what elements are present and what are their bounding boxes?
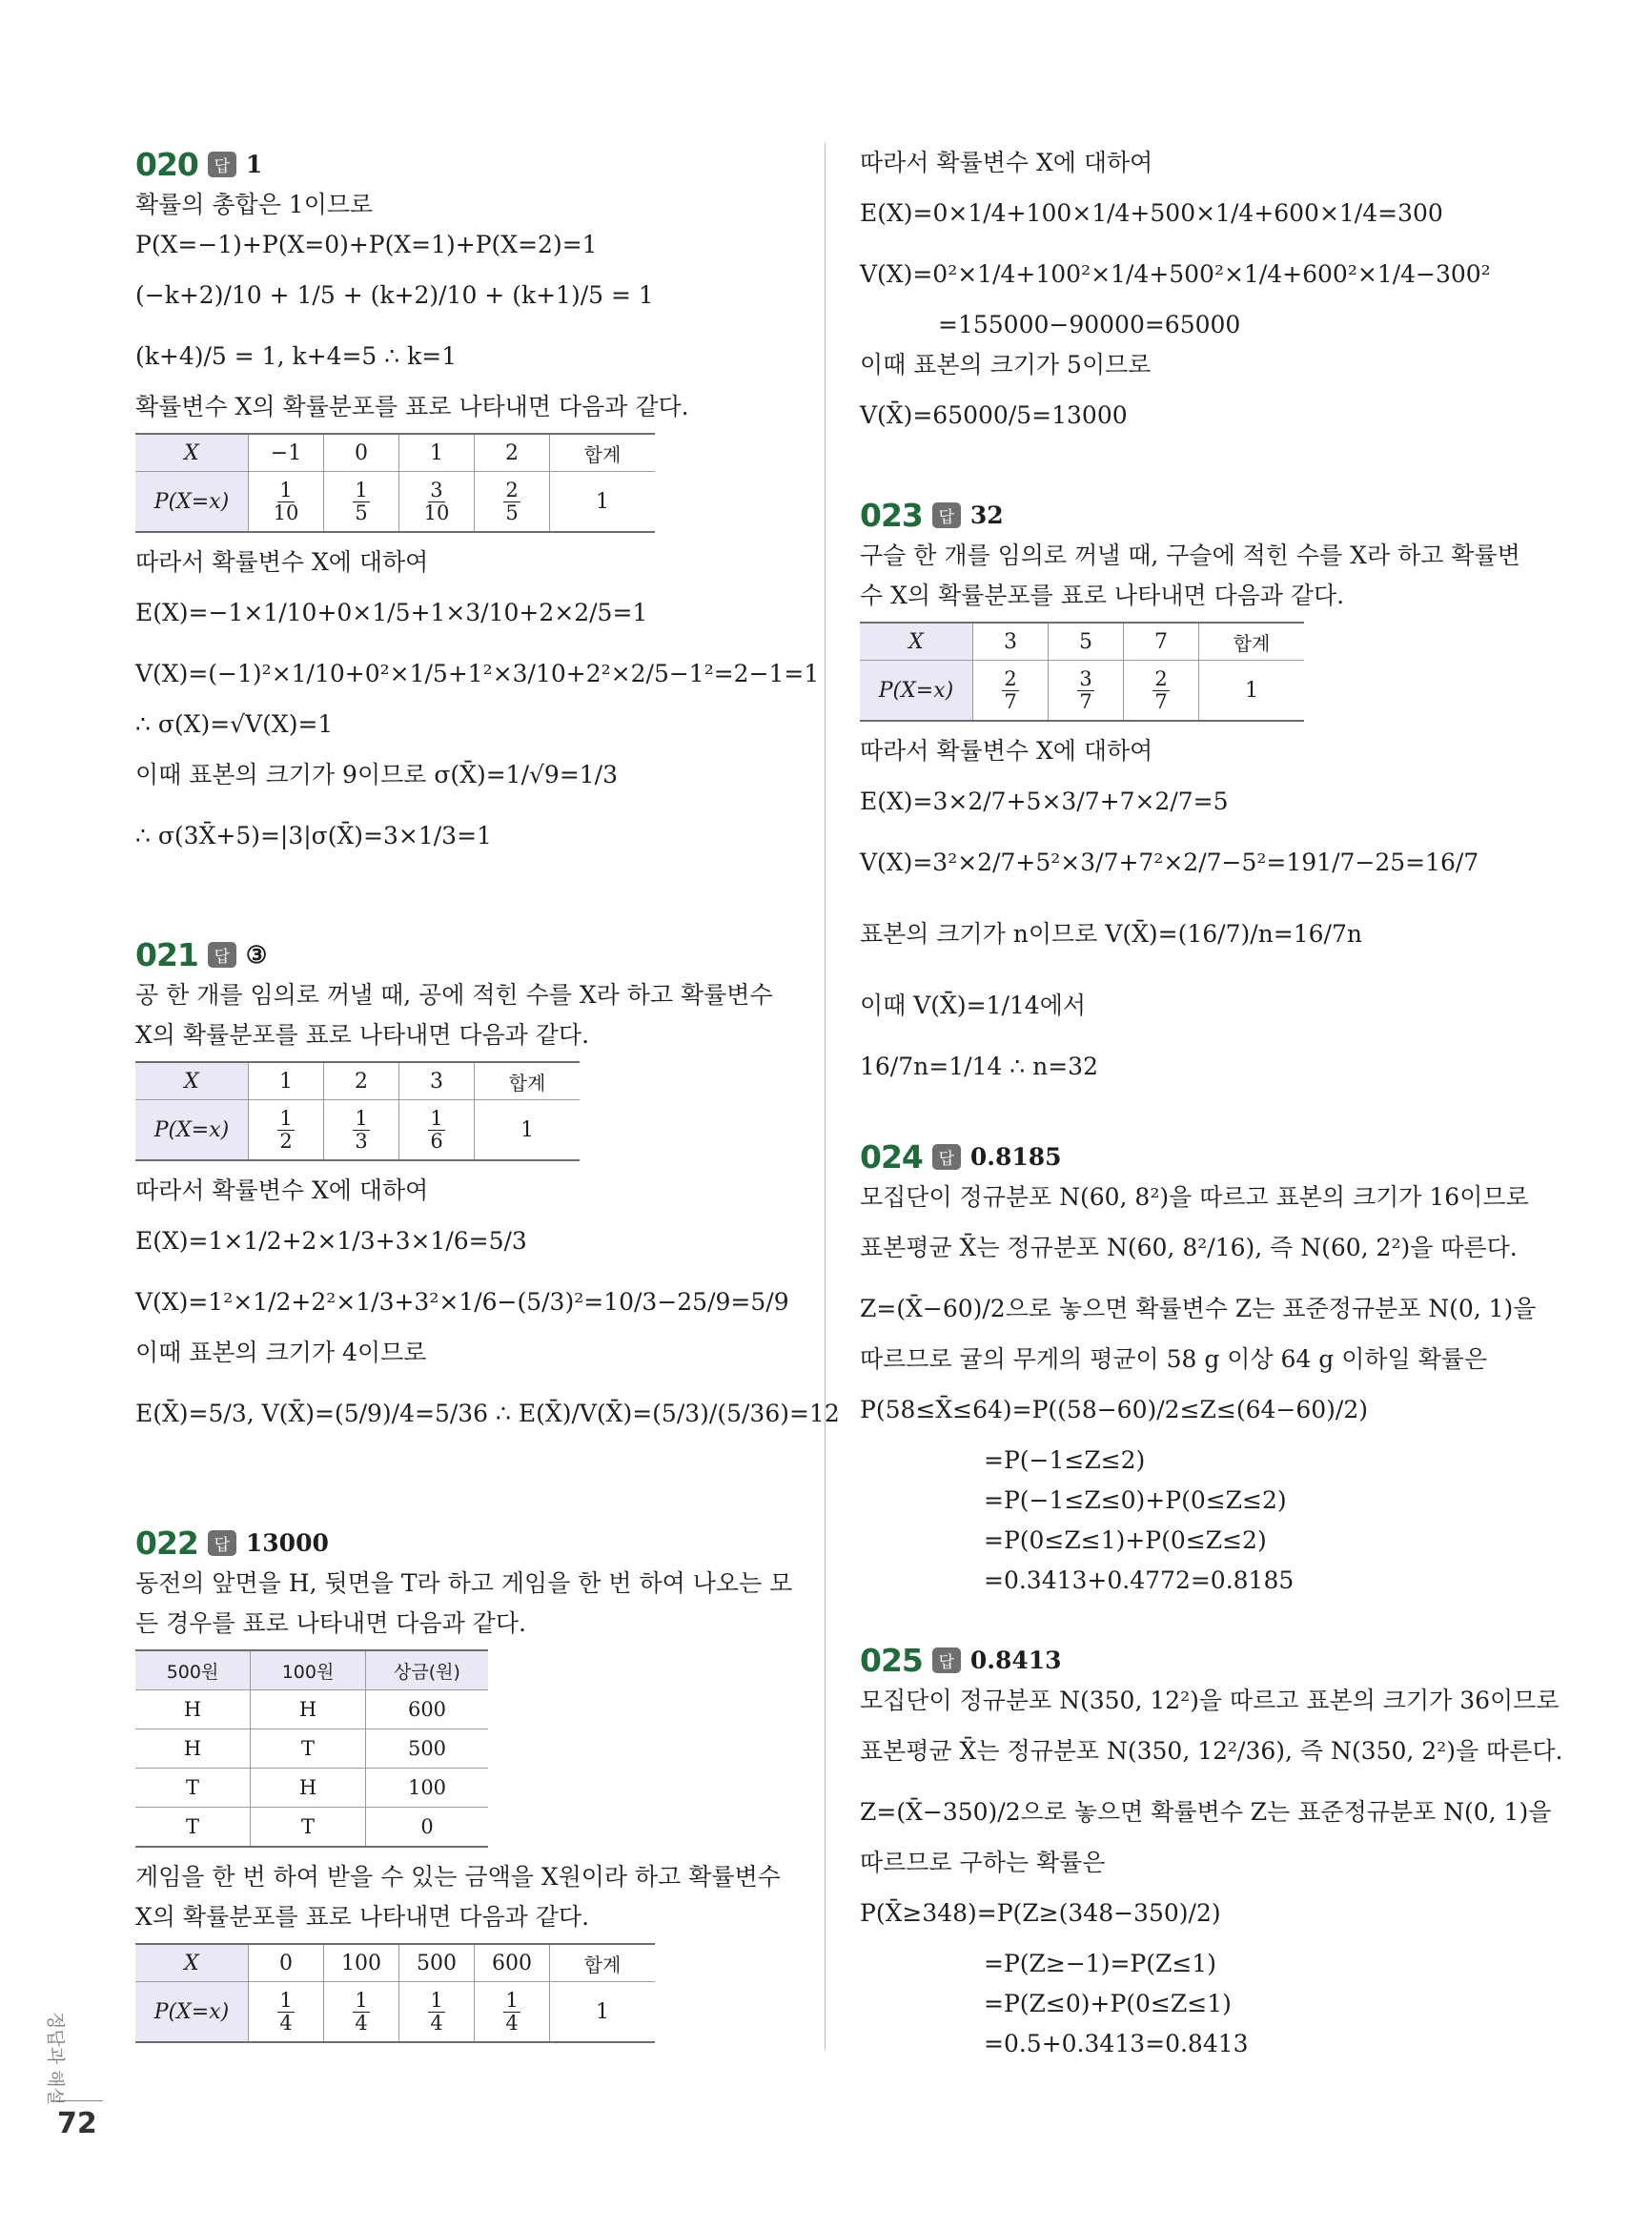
table-row <box>135 1729 488 1769</box>
equation-line: 표본의 크기가 n이므로 V(X̄)=(16/7)/n=16/7n <box>860 920 1362 948</box>
equation-line: 이때 표본의 크기가 9이므로 σ(X̄)=1/√9=1/3 <box>135 761 619 788</box>
fraction: $\frac{1}{3}$ <box>355 1107 368 1153</box>
text-line: 게임을 한 번 하여 받을 수 있는 금액을 X원이라 하고 확률변수 <box>135 1863 781 1891</box>
table-cell: 1 <box>1199 661 1305 722</box>
text-line: 구슬 한 개를 임의로 꺼낼 때, 구슬에 적힌 수를 X라 하고 확률변 <box>860 542 1520 569</box>
equation-line: E(X)=1×1/2+2×1/3+3×1/6=5/3 <box>135 1227 527 1255</box>
answer-badge: 답 <box>208 152 236 177</box>
text-line: 따라서 확률변수 X에 대하여 <box>860 737 1153 765</box>
text-line: Z=(X̄−60)/2으로 놓으면 확률변수 Z는 표준정규분포 N(0, 1)을 <box>860 1295 1537 1322</box>
equation-line: V(X)=0²×1/4+100²×1/4+500²×1/4+600²×1/4−300² <box>860 260 1491 288</box>
table-cell: 600 <box>366 1690 489 1729</box>
text-line: X의 확률분포를 표로 나타내면 다음과 같다. <box>135 1021 590 1049</box>
table-cell: H <box>251 1769 366 1808</box>
answer-badge: 답 <box>932 1647 961 1673</box>
table-cell <box>1124 661 1199 722</box>
answer-value: 32 <box>969 501 1004 529</box>
problem-header <box>135 933 791 975</box>
table-cell: T <box>251 1808 366 1848</box>
coin-outcome-table <box>135 1649 488 1848</box>
equation-line: =P(Z≤0)+P(0≤Z≤1) <box>984 1990 1232 2017</box>
text-line: 공 한 개를 임의로 꺼낼 때, 공에 적힌 수를 X라 하고 확률변수 <box>135 981 773 1009</box>
fraction: $\frac{3}{10}$ <box>423 479 450 524</box>
equation-line: =P(0≤Z≤1)+P(0≤Z≤2) <box>984 1526 1267 1554</box>
text-line: 확률의 총합은 1이므로 <box>135 191 374 218</box>
equation-line: 16/7n=1/14 ∴ n=32 <box>860 1053 1098 1080</box>
table-cell: 합계 <box>550 434 656 472</box>
table-header-cell: X <box>135 434 249 472</box>
answer-value: 0.8413 <box>969 1646 1062 1674</box>
fraction: $\frac{1}{4}$ <box>355 1989 368 2035</box>
column-divider <box>825 143 826 2050</box>
table-cell: 5 <box>1049 623 1124 661</box>
equation-line: P(X̄≥348)=P(Z≥(348−350)/2) <box>860 1899 1221 1927</box>
text-line: 표본평균 X̄는 정규분포 N(60, 8²/16), 즉 N(60, 2²)을 따른다. <box>860 1234 1518 1261</box>
table-cell: 1 <box>550 1982 656 2043</box>
table-cell <box>399 1982 475 2043</box>
equation-line: =P(−1≤Z≤2) <box>984 1446 1146 1474</box>
fraction: $\frac{3}{7}$ <box>1079 667 1092 713</box>
equation-line: =P(Z≥−1)=P(Z≤1) <box>984 1950 1216 1977</box>
distribution-table <box>135 433 655 533</box>
problem-021 <box>135 933 840 1455</box>
problem-024 <box>860 1135 1537 1601</box>
table-cell <box>249 472 324 533</box>
table-cell <box>249 1100 324 1161</box>
problem-number: 021 <box>135 935 198 973</box>
equation-line: E(X̄)=5/3, V(X̄)=(5/9)/4=5/36 ∴ E(X̄)/V(X̄)=(5/3)/(5/36)=12 <box>135 1400 840 1427</box>
fraction: $\frac{1}{2}$ <box>279 1107 293 1153</box>
table-cell: 1 <box>249 1062 324 1100</box>
table-cell: 500 <box>366 1729 489 1769</box>
problem-022 <box>135 1522 791 2043</box>
problem-number: 023 <box>860 496 923 534</box>
table-cell <box>399 472 475 533</box>
table-cell <box>249 1982 324 2043</box>
equation-line: (−k+2)/10 + 1/5 + (k+2)/10 + (k+1)/5 = 1 <box>135 281 654 309</box>
table-cell: 0 <box>366 1808 489 1848</box>
equation-line: E(X)=3×2/7+5×3/7+7×2/7=5 <box>860 788 1229 815</box>
text-line: 따르므로 귤의 무게의 평균이 58 g 이상 64 g 이하일 확률은 <box>860 1345 1488 1373</box>
equation-line: E(X)=0×1/4+100×1/4+500×1/4+600×1/4=300 <box>860 199 1443 227</box>
text-line: 표본평균 X̄는 정규분포 N(350, 12²/36), 즉 N(350, 2²)을 따른다. <box>860 1737 1563 1765</box>
page-rule <box>51 2100 103 2101</box>
problem-number: 025 <box>860 1641 923 1679</box>
table-cell: 0 <box>249 1944 324 1982</box>
table-cell: 7 <box>1124 623 1199 661</box>
text-line: 동전의 앞면을 H, 뒷면을 T라 하고 게임을 한 번 하여 나오는 모 <box>135 1569 793 1597</box>
equation-line: V(X)=3²×2/7+5²×3/7+7²×2/7−5²=191/7−25=16/7 <box>860 849 1479 876</box>
table-header-cell: P(X=x) <box>135 1982 249 2043</box>
table-cell <box>324 472 399 533</box>
equation-line: V(X)=1²×1/2+2²×1/3+3²×1/6−(5/3)²=10/3−25/9=5/9 <box>135 1288 789 1316</box>
table-header-cell: X <box>135 1944 249 1982</box>
fraction: $\frac{1}{6}$ <box>430 1107 443 1153</box>
table-cell <box>475 1982 550 2043</box>
fraction: $\frac{2}{7}$ <box>1004 667 1017 713</box>
answer-badge: 답 <box>932 502 961 528</box>
equation-line: ∴ σ(X)=√V(X)=1 <box>135 710 334 738</box>
table-cell <box>324 1982 399 2043</box>
table-cell <box>399 1100 475 1161</box>
answer-value: 13000 <box>245 1528 329 1557</box>
text-line: 이때 표본의 크기가 5이므로 <box>860 351 1152 378</box>
table-cell: 1 <box>399 434 475 472</box>
distribution-table <box>860 622 1304 722</box>
text-line: 따라서 확률변수 X에 대하여 <box>135 1176 429 1204</box>
fraction: $\frac{2}{7}$ <box>1154 667 1168 713</box>
text-line: X의 확률분포를 표로 나타내면 다음과 같다. <box>135 1903 590 1931</box>
problem-header <box>135 143 791 185</box>
equation-line: E(X)=−1×1/10+0×1/5+1×3/10+2×2/5=1 <box>135 599 648 626</box>
distribution-table <box>135 1943 655 2043</box>
table-cell: 600 <box>475 1944 550 1982</box>
problem-020 <box>135 143 820 867</box>
table-cell: H <box>251 1690 366 1729</box>
table-cell: 100 <box>324 1944 399 1982</box>
equation-line: P(58≤X̄≤64)=P((58−60)/2≤Z≤(64−60)/2) <box>860 1396 1368 1423</box>
text-line: 확률변수 X의 확률분포를 표로 나타내면 다음과 같다. <box>135 393 689 420</box>
table-row <box>135 1690 488 1729</box>
answer-value: ③ <box>245 940 268 969</box>
table-cell <box>475 472 550 533</box>
table-cell: T <box>251 1729 366 1769</box>
table-header-cell: 상금(원) <box>366 1650 489 1690</box>
answer-badge: 답 <box>208 1530 236 1556</box>
table-cell: T <box>135 1769 251 1808</box>
right-column <box>860 143 1563 2064</box>
table-cell: 3 <box>399 1062 475 1100</box>
equation-line: =155000−90000=65000 <box>938 311 1241 338</box>
problem-number: 024 <box>860 1137 923 1176</box>
table-cell <box>973 661 1049 722</box>
table-header-cell: X <box>860 623 973 661</box>
distribution-table <box>135 1061 580 1161</box>
equation-line: V(X̄)=65000/5=13000 <box>860 401 1128 429</box>
table-header-cell: 100원 <box>251 1650 366 1690</box>
text-line: 따라서 확률변수 X에 대하여 <box>860 149 1153 176</box>
table-cell: 3 <box>973 623 1049 661</box>
table-header-cell: P(X=x) <box>135 1100 249 1161</box>
table-cell: 2 <box>324 1062 399 1100</box>
table-cell: −1 <box>249 434 324 472</box>
fraction: $\frac{1}{4}$ <box>279 1989 293 2035</box>
table-row <box>135 1808 488 1848</box>
table-cell: 합계 <box>475 1062 581 1100</box>
table-cell: 합계 <box>550 1944 656 1982</box>
table-cell <box>1049 661 1124 722</box>
table-cell: 1 <box>550 472 656 533</box>
fraction: $\frac{1}{4}$ <box>505 1989 519 2035</box>
fraction: $\frac{1}{10}$ <box>273 479 299 524</box>
problem-025 <box>860 1639 1563 2064</box>
table-row <box>135 1769 488 1808</box>
text-line: Z=(X̄−350)/2으로 놓으면 확률변수 Z는 표준정규분포 N(0, 1)을 <box>860 1798 1552 1826</box>
table-cell: 합계 <box>1199 623 1305 661</box>
table-cell: 0 <box>324 434 399 472</box>
problem-header <box>860 1639 1518 1681</box>
table-cell: 500 <box>399 1944 475 1982</box>
equation-line: =0.3413+0.4772=0.8185 <box>984 1566 1295 1594</box>
problem-header <box>860 494 1518 536</box>
problem-number: 022 <box>135 1524 198 1562</box>
equation-line: =0.5+0.3413=0.8413 <box>984 2030 1249 2057</box>
fraction: $\frac{1}{5}$ <box>355 479 368 524</box>
equation-line: P(X=−1)+P(X=0)+P(X=1)+P(X=2)=1 <box>135 231 598 258</box>
equation-line: ∴ σ(3X̄+5)=|3|σ(X̄)=3×1/3=1 <box>135 822 492 849</box>
table-header-cell: P(X=x) <box>860 661 973 722</box>
problem-022-continued <box>860 143 1518 446</box>
table-header-cell: 500원 <box>135 1650 251 1690</box>
text-line: 수 X의 확률분포를 표로 나타내면 다음과 같다. <box>860 582 1345 609</box>
table-cell: 2 <box>475 434 550 472</box>
table-header-cell: P(X=x) <box>135 472 249 533</box>
table-cell: T <box>135 1808 251 1848</box>
answer-badge: 답 <box>208 942 236 968</box>
answer-value: 0.8185 <box>969 1142 1062 1171</box>
table-cell: H <box>135 1690 251 1729</box>
left-column <box>135 143 840 2053</box>
problem-number: 020 <box>135 145 198 183</box>
equation-line: V(X)=(−1)²×1/10+0²×1/5+1²×3/10+2²×2/5−1²=2−1=1 <box>135 660 820 687</box>
page-number: 72 <box>57 2107 97 2140</box>
side-label: 정답과 해설 <box>45 2012 66 2105</box>
fraction: $\frac{1}{4}$ <box>430 1989 443 2035</box>
text-line: 든 경우를 표로 나타내면 다음과 같다. <box>135 1609 526 1637</box>
table-cell <box>324 1100 399 1161</box>
table-header-cell: X <box>135 1062 249 1100</box>
equation-line: =P(−1≤Z≤0)+P(0≤Z≤2) <box>984 1486 1287 1514</box>
answer-value: 1 <box>245 150 263 178</box>
problem-header <box>860 1135 1518 1177</box>
answer-badge: 답 <box>932 1144 961 1170</box>
text-line: 따르므로 구하는 확률은 <box>860 1849 1106 1876</box>
text-line: 모집단이 정규분포 N(60, 8²)을 따르고 표본의 크기가 16이므로 <box>860 1183 1529 1211</box>
equation-line: 이때 V(X̄)=1/14에서 <box>860 992 1086 1019</box>
table-cell: 1 <box>475 1100 581 1161</box>
fraction: $\frac{2}{5}$ <box>505 479 519 524</box>
table-cell: 100 <box>366 1769 489 1808</box>
text-line: 이때 표본의 크기가 4이므로 <box>135 1339 427 1366</box>
text-line: 모집단이 정규분포 N(350, 12²)을 따르고 표본의 크기가 36이므로 <box>860 1687 1560 1714</box>
text-line: 따라서 확률변수 X에 대하여 <box>135 548 429 576</box>
problem-023 <box>860 494 1518 1097</box>
problem-header <box>135 1522 791 1564</box>
equation-line: (k+4)/5 = 1, k+4=5 ∴ k=1 <box>135 342 458 370</box>
table-cell: H <box>135 1729 251 1769</box>
